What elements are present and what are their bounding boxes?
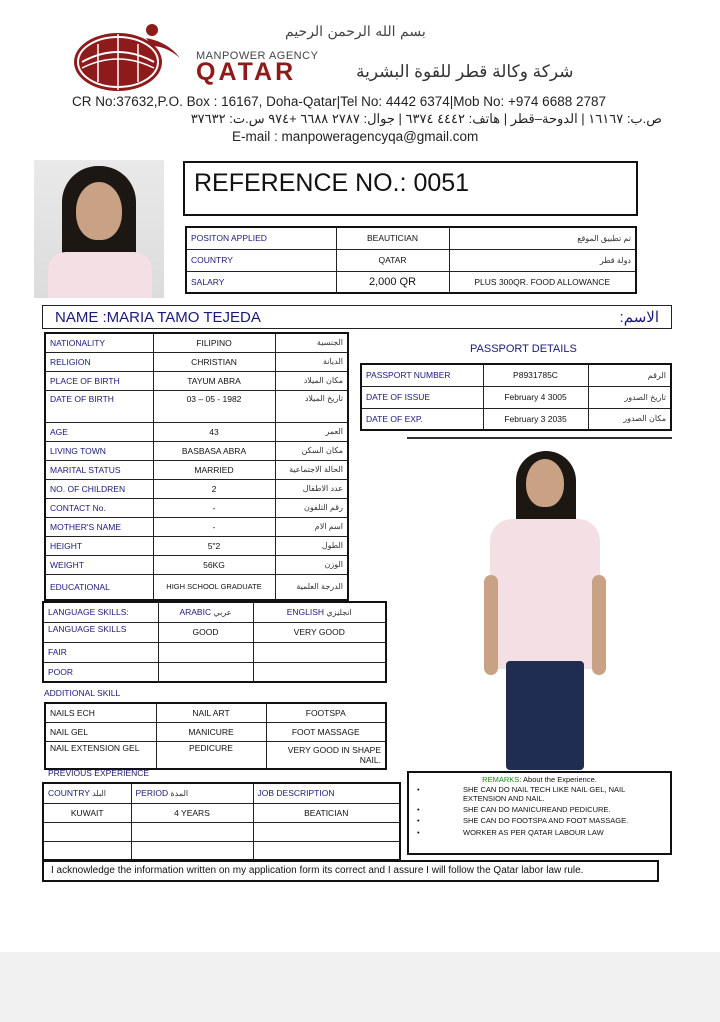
living-town-arabic: مكان السكن (275, 441, 348, 460)
passport-number-arabic: الرقم (588, 364, 671, 386)
additional-skill-table (44, 702, 387, 770)
language-level-label: LANGUAGE SKILLS (43, 622, 158, 642)
skill-cell: VERY GOOD IN SHAPE NAIL. (266, 741, 386, 769)
weight-label: WEIGHT (45, 555, 153, 574)
table-row (45, 722, 386, 741)
fair-arabic-value (158, 642, 253, 662)
table-row (186, 271, 636, 293)
period-header (131, 783, 253, 803)
country-header (43, 783, 131, 803)
applicant-full-body-photo (470, 445, 620, 770)
table-row (45, 555, 348, 574)
table-row (45, 422, 348, 441)
english-header-label: ENGLISH (286, 607, 325, 618)
mother-name-arabic: اسم الام (275, 517, 348, 536)
position-arabic: تم تطبيق الموقع (449, 227, 636, 249)
table-row (43, 841, 400, 860)
remark-text: SHE CAN DO MANICUREAND PEDICURE. (463, 805, 611, 814)
marital-status-arabic: الحالة الاجتماعية (275, 460, 348, 479)
table-row (45, 441, 348, 460)
name-arabic-label: الاسم: (619, 309, 659, 326)
marital-status-value: MARRIED (153, 460, 275, 479)
marital-status-label: MARITAL STATUS (45, 460, 153, 479)
table-row (43, 642, 386, 662)
table-row (43, 803, 400, 822)
mother-name-label: MOTHER'S NAME (45, 517, 153, 536)
experience-table (42, 782, 401, 861)
table-row (45, 460, 348, 479)
religion-label: RELIGION (45, 352, 153, 371)
position-label: POSITON APPLIED (186, 227, 336, 249)
contact-line-en: CR No:37632,P.O. Box : 16167, Doha-Qatar|Tel No: 4442 6374|Mob No: +974 6688 2787 (72, 94, 606, 109)
passport-table (360, 363, 672, 431)
weight-value: 56KG (153, 555, 275, 574)
remarks-subtitle: : About the Experience. (519, 775, 597, 784)
language-skills-table (42, 601, 387, 683)
religion-value: CHRISTIAN (153, 352, 275, 371)
education-label: EDUCATIONAL (45, 574, 153, 600)
position-value: BEAUTICIAN (336, 227, 449, 249)
poor-english-value (253, 662, 386, 682)
experience-job (253, 841, 400, 860)
experience-period: 4 YEARS (131, 803, 253, 822)
country-value: QATAR (336, 249, 449, 271)
country-arabic: دولة قطر (449, 249, 636, 271)
period-header-label: PERIOD (135, 788, 169, 799)
table-row (43, 662, 386, 682)
remarks-box (407, 771, 672, 855)
remarks-label: REMARKS (482, 775, 520, 784)
education-value: HIGH SCHOOL GRADUATE (153, 574, 275, 600)
period-header-ar: المدة (170, 789, 189, 799)
table-row (45, 574, 348, 600)
remark-text: SHE CAN DO FOOTSPA AND FOOT MASSAGE. (463, 816, 629, 825)
table-row (45, 741, 386, 769)
nationality-arabic: الجنسية (275, 333, 348, 352)
table-row (186, 249, 636, 271)
english-level-value: VERY GOOD (253, 622, 386, 642)
contact-value: - (153, 498, 275, 517)
nationality-label: NATIONALITY (45, 333, 153, 352)
birthplace-label: PLACE OF BIRTH (45, 371, 153, 390)
dob-value: 03 – 05 - 1982 (153, 390, 275, 422)
height-value: 5"2 (153, 536, 275, 555)
experience-period (131, 822, 253, 841)
skill-cell: NAIL ART (156, 703, 266, 722)
english-header (253, 602, 386, 622)
table-row (45, 536, 348, 555)
arabic-header-label: ARABIC (179, 607, 212, 618)
experience-period (131, 841, 253, 860)
table-row (45, 703, 386, 722)
contact-line-ar: ص.ب: ١٦١٦٧ | الدوحة–قطر | هاتف: ٤٤٤٢ ٦٣٧٤ | جوال: ٢٧٨٧ ٦٦٨٨ +٩٧٤ س.ت: ٣٧٦٣٢ (190, 111, 662, 126)
height-label: HEIGHT (45, 536, 153, 555)
reference-number: REFERENCE NO.: 0051 (194, 169, 470, 197)
arabic-header-ar: عربي (213, 608, 232, 618)
agency-name-small: MANPOWER AGENCY (196, 50, 319, 62)
table-row (45, 498, 348, 517)
country-label: COUNTRY (186, 249, 336, 271)
list-item: • SHE CAN DO MANICUREAND PEDICURE. (417, 805, 611, 814)
table-row (43, 822, 400, 841)
personal-details-table (44, 332, 349, 601)
skill-cell: FOOTSPA (266, 703, 386, 722)
experience-job (253, 822, 400, 841)
contact-arabic: رقم التلفون (275, 498, 348, 517)
name-bar (42, 305, 672, 329)
arabic-level-value: GOOD (158, 622, 253, 642)
additional-skill-title: ADDITIONAL SKILL (44, 688, 121, 698)
job-header: JOB DESCRIPTION (253, 783, 400, 803)
applicant-name: NAME :MARIA TAMO TEJEDA (55, 309, 261, 326)
expiry-date-arabic: مكان الصدور (588, 408, 671, 430)
list-item: • SHE CAN DO NAIL TECH LIKE NAIL GEL, NAIL EXTENSION AND NAIL. (417, 785, 625, 803)
children-arabic: عدد الاطفال (275, 479, 348, 498)
passport-number-value: P8931785C (483, 364, 588, 386)
dob-arabic: تاريخ الميلاد (275, 390, 348, 422)
table-row (43, 783, 400, 803)
acknowledgement-box (42, 860, 659, 882)
salary-label: SALARY (186, 271, 336, 293)
table-row (45, 333, 348, 352)
skill-cell: FOOT MASSAGE (266, 722, 386, 741)
expiry-date-value: February 3 2035 (483, 408, 588, 430)
table-row (45, 352, 348, 371)
living-town-value: BASBASA ABRA (153, 441, 275, 460)
table-row (45, 479, 348, 498)
position-table (185, 226, 637, 294)
mother-name-value: - (153, 517, 275, 536)
language-skills-header: LANGUAGE SKILLS: (43, 602, 158, 622)
table-row (45, 371, 348, 390)
experience-job: BEATICIAN (253, 803, 400, 822)
salary-value: 2,000 QR (336, 271, 449, 293)
birthplace-value: TAYUM ABRA (153, 371, 275, 390)
living-town-label: LIVING TOWN (45, 441, 153, 460)
reference-box (183, 161, 638, 216)
email-line: E-mail : manpoweragencyqa@gmail.com (232, 129, 479, 144)
country-header-label: COUNTRY (48, 788, 90, 799)
children-value: 2 (153, 479, 275, 498)
table-row (361, 386, 671, 408)
religion-arabic: الديانة (275, 352, 348, 371)
issue-date-value: February 4 3005 (483, 386, 588, 408)
age-arabic: العمر (275, 422, 348, 441)
weight-arabic: الوزن (275, 555, 348, 574)
agency-logo (72, 24, 182, 94)
divider-line (407, 437, 672, 439)
applicant-portrait-photo (34, 160, 164, 298)
salary-extra: PLUS 300QR. FOOD ALLOWANCE (449, 271, 636, 293)
fair-label: FAIR (43, 642, 158, 662)
skill-cell: NAIL GEL (45, 722, 156, 741)
table-row (45, 517, 348, 536)
nationality-value: FILIPINO (153, 333, 275, 352)
acknowledgement-text: I acknowledge the information written on my application form its correct and I assure I will follow the Qatar labor law rule. (51, 865, 584, 876)
agency-name-big: QATAR (196, 58, 297, 86)
contact-label: CONTACT No. (45, 498, 153, 517)
issue-date-label: DATE OF ISSUE (361, 386, 483, 408)
issue-date-arabic: تاريخ الصدور (588, 386, 671, 408)
poor-arabic-value (158, 662, 253, 682)
bismillah-text: بسم الله الرحمن الرحيم (285, 24, 426, 40)
experience-country: KUWAIT (43, 803, 131, 822)
children-label: NO. OF CHILDREN (45, 479, 153, 498)
experience-country (43, 841, 131, 860)
experience-country (43, 822, 131, 841)
skill-cell: NAIL EXTENSION GEL (45, 741, 156, 769)
skill-cell: NAILS ECH (45, 703, 156, 722)
passport-number-label: PASSPORT NUMBER (361, 364, 483, 386)
height-arabic: الطول (275, 536, 348, 555)
age-label: AGE (45, 422, 153, 441)
list-item: • WORKER AS PER QATAR LABOUR LAW (417, 828, 604, 837)
poor-label: POOR (43, 662, 158, 682)
dob-label: DATE OF BIRTH (45, 390, 153, 422)
previous-experience-title: PREVIOUS EXPERIENCE (48, 768, 150, 778)
table-row (361, 408, 671, 430)
passport-title: PASSPORT DETAILS (470, 343, 577, 355)
birthplace-arabic: مكان الميلاد (275, 371, 348, 390)
skill-cell: MANICURE (156, 722, 266, 741)
table-row (186, 227, 636, 249)
table-row (45, 390, 348, 422)
table-row (43, 622, 386, 642)
english-header-ar: انجليزي (326, 608, 352, 618)
page-bottom-margin (0, 952, 720, 1022)
fair-english-value (253, 642, 386, 662)
expiry-date-label: DATE OF EXP. (361, 408, 483, 430)
table-row (361, 364, 671, 386)
remark-text: SHE CAN DO NAIL TECH LIKE NAIL GEL, NAIL EXTENSION AND NAIL. (463, 785, 625, 803)
skill-cell: PEDICURE (156, 741, 266, 769)
arabic-header (158, 602, 253, 622)
agency-name-arabic: شركة وكالة قطر للقوة البشرية (356, 62, 574, 81)
country-header-ar: البلد (92, 789, 107, 799)
remarks-header (415, 775, 664, 784)
remark-text: WORKER AS PER QATAR LABOUR LAW (463, 828, 604, 837)
age-value: 43 (153, 422, 275, 441)
table-row (43, 602, 386, 622)
education-arabic: الدرجة العلمية (275, 574, 348, 600)
list-item: • SHE CAN DO FOOTSPA AND FOOT MASSAGE. (417, 816, 629, 825)
